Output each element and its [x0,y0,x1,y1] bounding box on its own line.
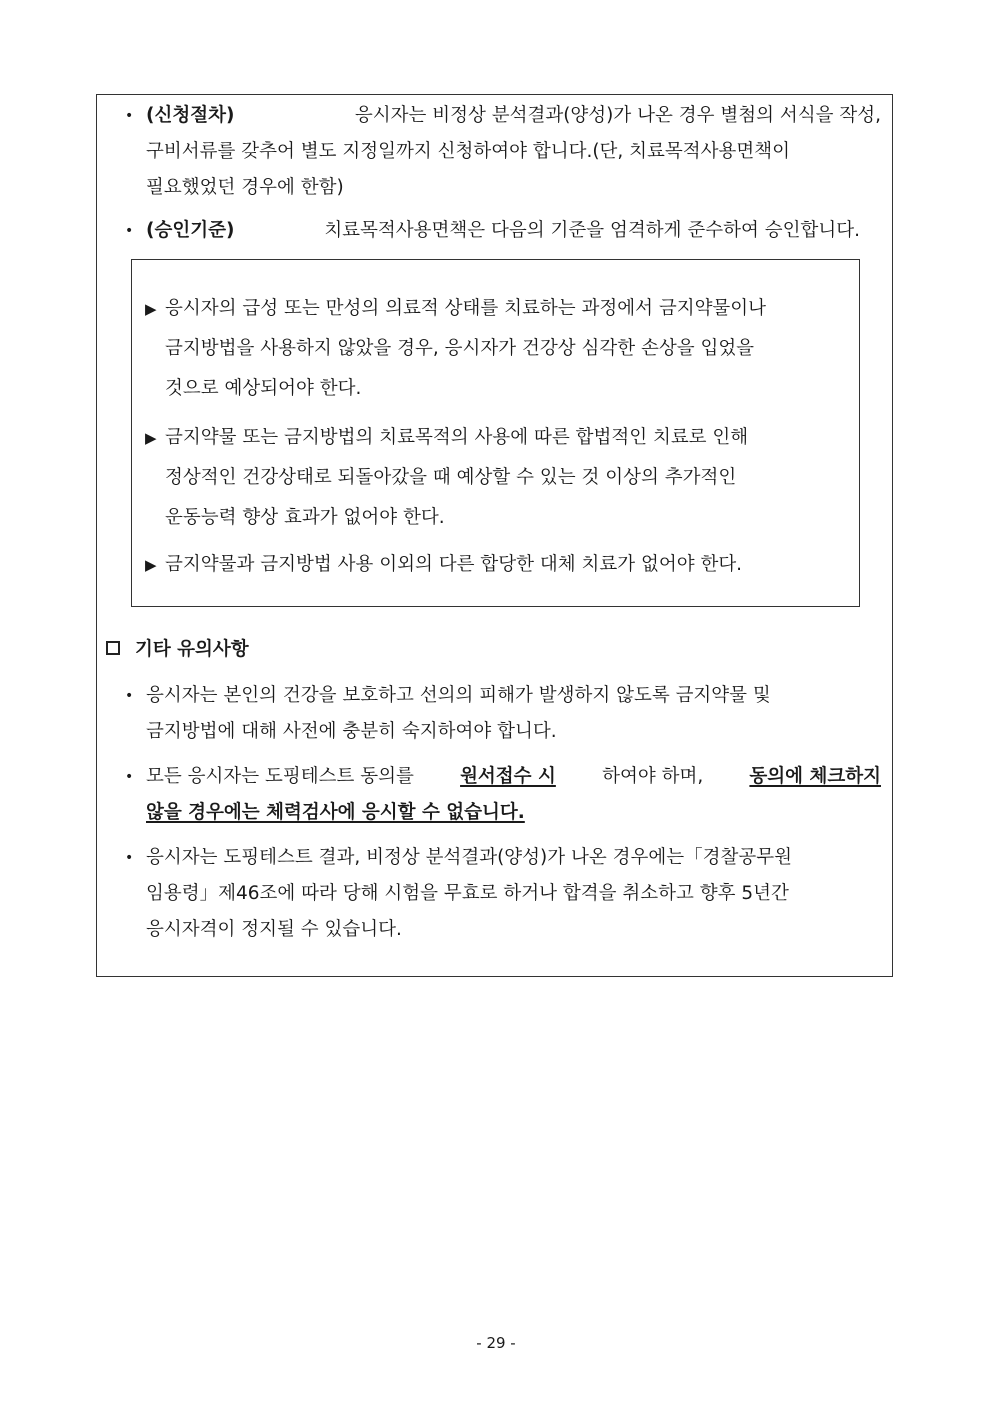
criteria-item-1-line-1: 응시자의 급성 또는 만성의 의료적 상태를 치료하는 과정에서 금지약물이나 [165,298,767,319]
triangle-marker-icon: ▶ [145,556,157,574]
note-3-line-3: 응시자격이 정지될 수 있습니다. [146,919,402,940]
criteria-item-1-line-2: 금지방법을 사용하지 않았을 경우, 응시자가 건강상 심각한 손상을 입었을 [165,338,755,359]
bullet-marker: • [125,769,134,785]
note-2-mid: 하여야 하며, [602,766,704,787]
note-3-line-1: 응시자는 도핑테스트 결과, 비정상 분석결과(양성)가 나온 경우에는「경찰공무원 [146,847,792,868]
criteria-label: (승인기준) [146,220,235,241]
note-2-bold-1: 원서접수 시 [460,766,556,787]
procedure-label: (신청절차) [146,105,235,126]
procedure-text-1: 응시자는 비정상 분석결과(양성)가 나온 경우 별첨의 서식을 작성, [354,105,881,126]
note-2-bold-2: 동의에 체크하지 [749,766,881,787]
page-number: - 29 - [476,1334,516,1352]
criteria-item-3-line-1: 금지약물과 금지방법 사용 이외의 다른 합당한 대체 치료가 없어야 한다. [165,554,743,575]
bullet-marker: • [125,223,134,239]
bullet-marker: • [125,108,134,124]
note-3-line-2: 임용령」제46조에 따라 당해 시험을 무효로 하거나 합격을 취소하고 향후 5년간 [146,883,789,904]
criteria-line-1 [146,219,860,243]
procedure-line-3: 필요했었던 경우에 한함) [146,177,344,198]
criteria-item-1-line-3: 것으로 예상되어야 한다. [165,378,362,399]
triangle-marker-icon: ▶ [145,429,157,447]
criteria-item-2-line-2: 정상적인 건강상태로 되돌아갔을 때 예상할 수 있는 것 이상의 추가적인 [165,467,737,488]
triangle-marker-icon: ▶ [145,300,157,318]
procedure-line-2: 구비서류를 갖추어 별도 지정일까지 신청하여야 합니다.(단, 치료목적사용면책이 [146,141,791,162]
note-2-line-2: 않을 경우에는 체력검사에 응시할 수 없습니다. [146,802,525,823]
criteria-item-2-line-1: 금지약물 또는 금지방법의 치료목적의 사용에 따른 합법적인 치료로 인해 [165,427,749,448]
note-2-line-1 [146,765,881,789]
note-1-line-1: 응시자는 본인의 건강을 보호하고 선의의 피해가 발생하지 않도록 금지약물 및 [146,685,771,706]
note-1-line-2: 금지방법에 대해 사전에 충분히 숙지하여야 합니다. [146,721,557,742]
procedure-line-1 [146,104,881,128]
section-square-icon [106,641,120,655]
notes-heading: 기타 유의사항 [135,639,249,660]
bullet-marker: • [125,688,134,704]
criteria-item-2-line-3: 운동능력 향상 효과가 없어야 한다. [165,507,445,528]
bullet-marker: • [125,850,134,866]
note-2-pre: 모든 응시자는 도핑테스트 동의를 [146,766,414,787]
criteria-text-1: 치료목적사용면책은 다음의 기준을 엄격하게 준수하여 승인합니다. [324,220,860,241]
